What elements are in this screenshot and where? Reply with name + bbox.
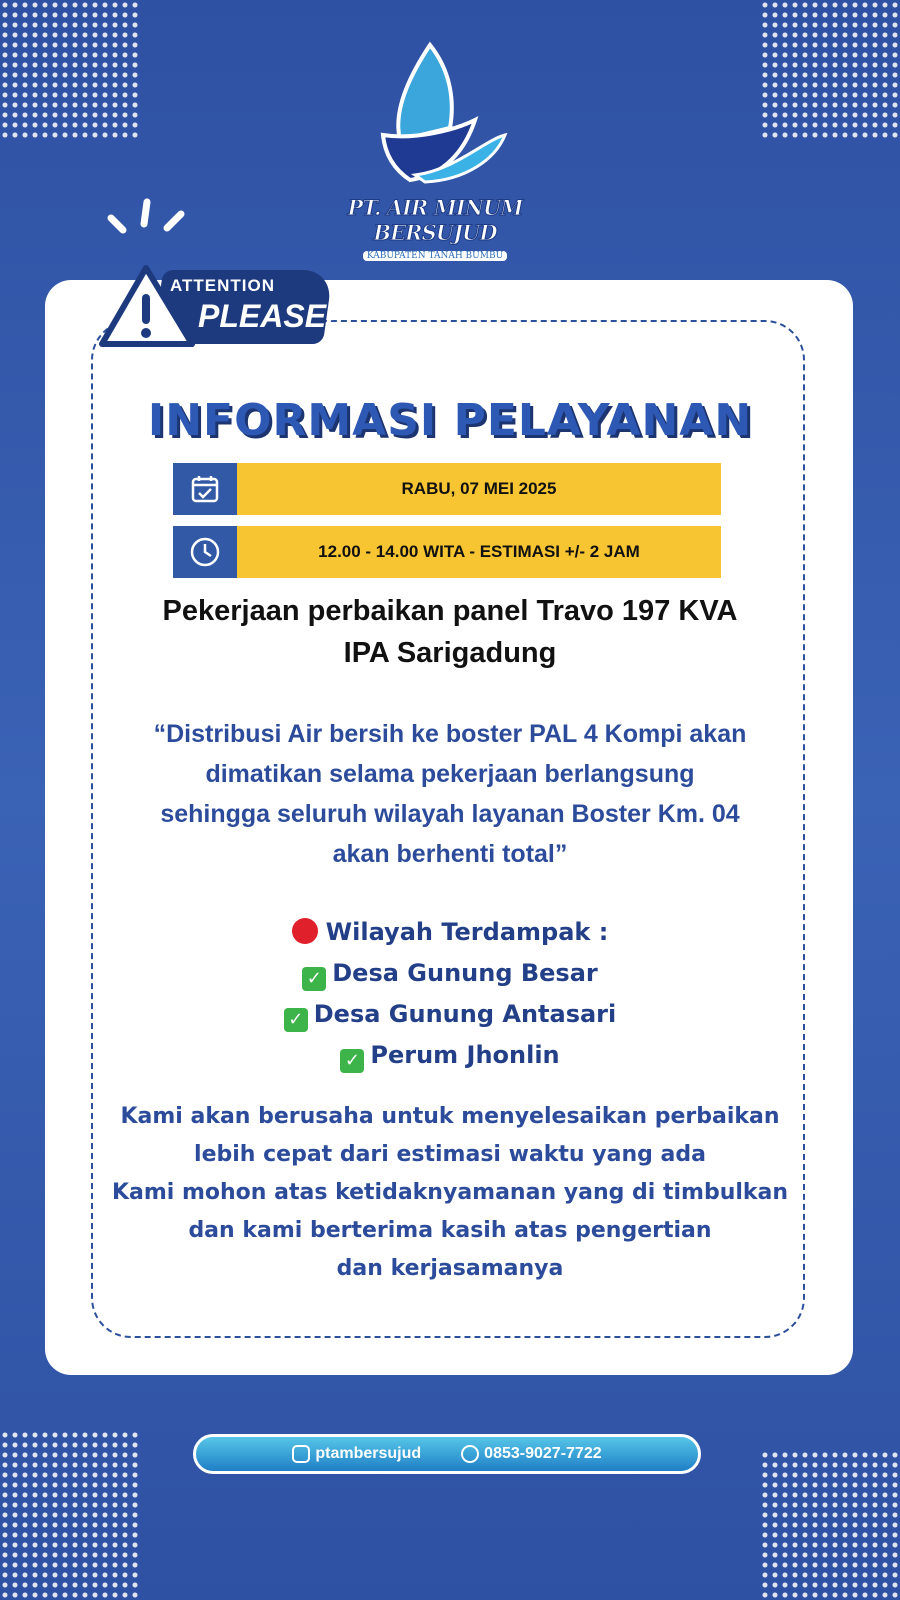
dot-pattern: [0, 0, 140, 140]
page-title: INFORMASI PELAYANAN: [147, 395, 753, 446]
area-item: Desa Gunung Antasari: [313, 1000, 617, 1028]
area-item: Perum Jhonlin: [370, 1041, 560, 1069]
time-text: 12.00 - 14.00 WITA - ESTIMASI +/- 2 JAM: [237, 526, 721, 578]
closing-line: dan kami berterima kasih atas pengertian: [188, 1218, 712, 1243]
sailboat-logo-icon: [355, 40, 515, 190]
instagram-handle: ptambersujud: [315, 1445, 422, 1462]
logo-name: PT. AIR MINUM BERSUJUD: [347, 195, 523, 245]
area-item: Desa Gunung Besar: [332, 959, 598, 987]
dot-pattern: [0, 1430, 140, 1600]
job-line: IPA Sarigadung: [343, 637, 557, 669]
logo-subtitle: KABUPATEN TANAH BUMBU: [363, 251, 507, 261]
job-line: Pekerjaan perbaikan panel Travo 197 KVA: [162, 595, 738, 627]
check-icon: ✓: [340, 1049, 364, 1073]
time-row: [173, 526, 721, 578]
job-description: [0, 590, 900, 674]
please-label: PLEASE!: [198, 298, 337, 334]
contact-bar: [193, 1434, 701, 1474]
date-text: RABU, 07 MEI 2025: [237, 463, 721, 515]
affected-areas: [0, 912, 900, 1076]
date-row: [173, 463, 721, 515]
whatsapp-icon: [461, 1445, 479, 1463]
quote-line: sehingga seluruh wilayah layanan Boster Km. 04: [160, 800, 740, 828]
closing-line: Kami mohon atas ketidaknyamanan yang di timbulkan: [111, 1180, 789, 1205]
attention-label: ATTENTION: [170, 276, 276, 295]
attention-badge: [98, 262, 338, 354]
quote-line: “Distribusi Air bersih ke boster PAL 4 Kompi akan: [153, 720, 747, 748]
areas-heading: Wilayah Terdampak :: [325, 918, 609, 946]
closing-message: [0, 1098, 900, 1288]
check-icon: ✓: [284, 1008, 308, 1032]
closing-line: Kami akan berusaha untuk menyelesaikan perbaikan: [120, 1104, 780, 1129]
quote-text: [0, 714, 900, 874]
clock-icon: [173, 526, 237, 578]
company-logo: [290, 40, 580, 263]
attention-rays-icon: [105, 198, 195, 248]
closing-line: lebih cepat dari estimasi waktu yang ada: [194, 1142, 706, 1167]
calendar-icon: [173, 463, 237, 515]
dot-pattern: [760, 1450, 900, 1600]
instagram-contact[interactable]: [292, 1445, 421, 1463]
red-circle-icon: [292, 918, 318, 944]
quote-line: akan berhenti total”: [332, 840, 568, 868]
quote-line: dimatikan selama pekerjaan berlangsung: [205, 760, 695, 788]
instagram-icon: [292, 1445, 310, 1463]
check-icon: ✓: [302, 967, 326, 991]
whatsapp-number: 0853-9027-7722: [484, 1445, 602, 1462]
closing-line: dan kerjasamanya: [336, 1256, 564, 1281]
whatsapp-contact[interactable]: [461, 1445, 601, 1463]
dot-pattern: [760, 0, 900, 140]
